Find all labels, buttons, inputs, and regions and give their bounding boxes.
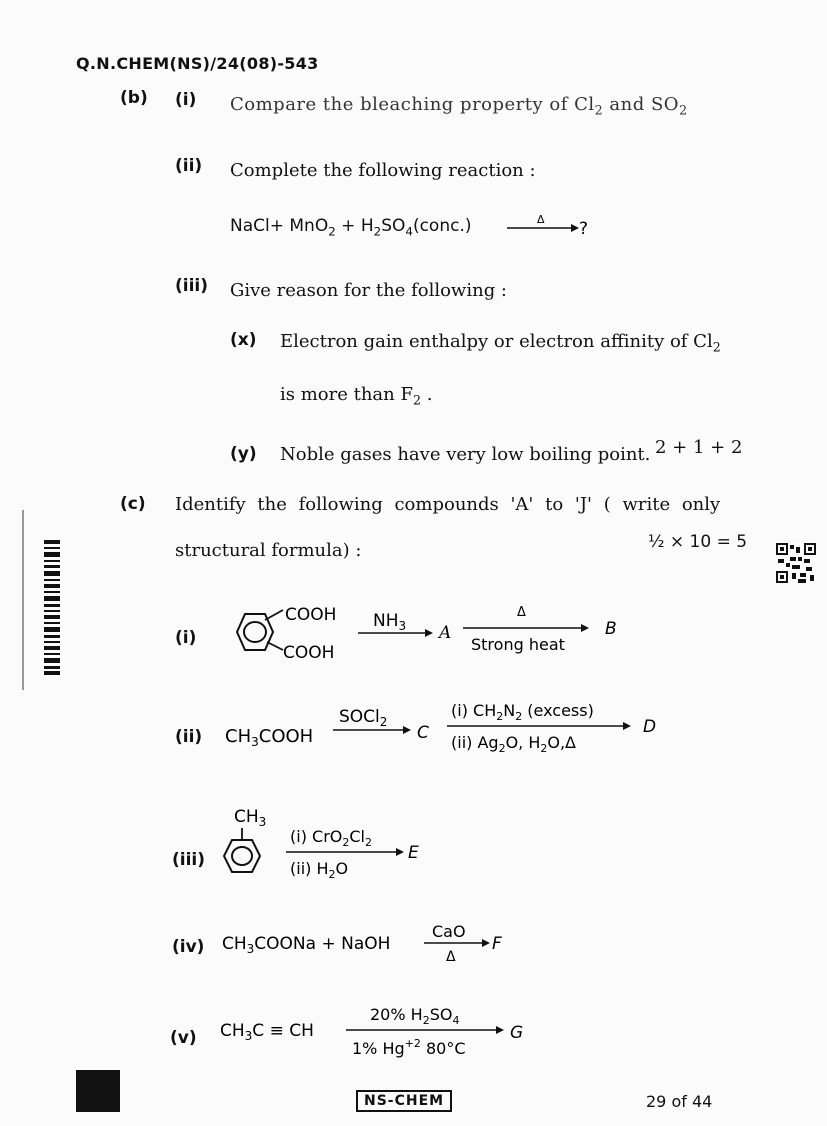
reaction-question: ? bbox=[579, 219, 589, 239]
reagent-h2o: (ii) $H_2O$ bbox=[290, 859, 349, 881]
heat-symbol: Δ bbox=[517, 605, 526, 620]
reaction-c-i bbox=[225, 598, 625, 668]
reaction-c-v bbox=[220, 1000, 540, 1060]
question-y-num: (y) bbox=[230, 444, 257, 464]
question-c-text: Identify the following compounds 'A' to 'J' ( write only bbox=[175, 494, 721, 515]
question-b-ii-text: Complete the following reaction : bbox=[230, 160, 536, 181]
strong-heat: Strong heat bbox=[471, 635, 565, 654]
qr-code bbox=[776, 543, 816, 583]
cooh-bottom: COOH bbox=[283, 643, 335, 663]
question-c-iv-num: (iv) bbox=[172, 937, 205, 957]
reaction-nacl: NaCl+ $MnO_2 + H_2SO_4(conc.)$ bbox=[230, 216, 472, 239]
reactant-propyne: $CH_3C$ ≡ CH bbox=[220, 1021, 314, 1043]
methyl-group: $CH_3$ bbox=[234, 807, 267, 829]
heat-symbol: Δ bbox=[446, 949, 456, 965]
reagent-ch2n2: (i) $CH_2N_2$ (excess) bbox=[451, 701, 594, 723]
page-number: 29 of 44 bbox=[646, 1092, 713, 1111]
question-b-iii-num: (iii) bbox=[175, 276, 209, 296]
compound-B: B bbox=[605, 619, 617, 639]
question-b-iii-text: Give reason for the following : bbox=[230, 280, 507, 301]
question-c-i-num: (i) bbox=[175, 628, 197, 648]
toluene-ring-icon bbox=[224, 840, 260, 872]
reagent-nh3: $NH_3$ bbox=[373, 611, 407, 633]
margin-line bbox=[22, 510, 24, 690]
question-b-marks: 2 + 1 + 2 bbox=[655, 437, 743, 458]
side-barcode bbox=[44, 540, 60, 675]
reactant-acetic-acid: $CH_3COOH$ bbox=[225, 726, 314, 749]
reaction-arrow bbox=[505, 212, 595, 242]
reagent-ag2o: (ii) $Ag_2O$, $H_2O,\Delta$ bbox=[451, 733, 576, 755]
compound-F: F bbox=[492, 934, 502, 954]
question-c-marks: ½ × 10 = 5 bbox=[648, 532, 748, 552]
subject-badge: NS-CHEM bbox=[356, 1090, 452, 1112]
reagent-socl2: SOCl$_2$ bbox=[339, 707, 388, 729]
question-y-text: Noble gases have very low boiling point. bbox=[280, 444, 651, 465]
question-b-i-num: (i) bbox=[175, 90, 197, 110]
reagent-cao: CaO bbox=[432, 922, 466, 941]
question-x-line1: Electron gain enthalpy or electron affinity of $Cl_2$ bbox=[280, 331, 721, 355]
cooh-top: COOH bbox=[285, 605, 337, 625]
question-b-i-text: Compare the bleaching property of $Cl_2$ and $SO_2$ bbox=[230, 94, 688, 118]
corner-block bbox=[76, 1070, 120, 1112]
heat-symbol: Δ bbox=[537, 213, 545, 226]
reactant-sodium-acetate: $CH_3COONa$ + NaOH bbox=[222, 934, 391, 956]
reaction-c-ii bbox=[225, 696, 665, 766]
question-b-label: (b) bbox=[120, 88, 148, 108]
question-c-ii-num: (ii) bbox=[175, 727, 203, 747]
question-x-line2: is more than $F_2$ . bbox=[280, 384, 433, 408]
reaction-c-iv bbox=[222, 915, 522, 965]
reaction-c-iii bbox=[218, 802, 438, 882]
compound-G: G bbox=[510, 1023, 524, 1043]
question-x-num: (x) bbox=[230, 330, 257, 350]
reagent-cro2cl2: (i) $CrO_2Cl_2$ bbox=[290, 827, 372, 849]
reagent-h2so4: 20% $H_2SO_4$ bbox=[370, 1005, 460, 1027]
compound-A: A bbox=[439, 623, 452, 643]
compound-E: E bbox=[408, 843, 419, 863]
question-c-iii-num: (iii) bbox=[172, 850, 206, 870]
reagent-hg: 1% $Hg^{+2}$ 80°C bbox=[352, 1037, 466, 1058]
question-c-label: (c) bbox=[120, 494, 146, 514]
paper-code: Q.N.CHEM(NS)/24(08)-543 bbox=[76, 54, 319, 73]
compound-D: D bbox=[643, 717, 657, 737]
question-b-ii-num: (ii) bbox=[175, 156, 203, 176]
question-c-text2: structural formula) : bbox=[175, 540, 362, 561]
question-c-v-num: (v) bbox=[170, 1028, 197, 1048]
compound-C: C bbox=[417, 723, 429, 743]
